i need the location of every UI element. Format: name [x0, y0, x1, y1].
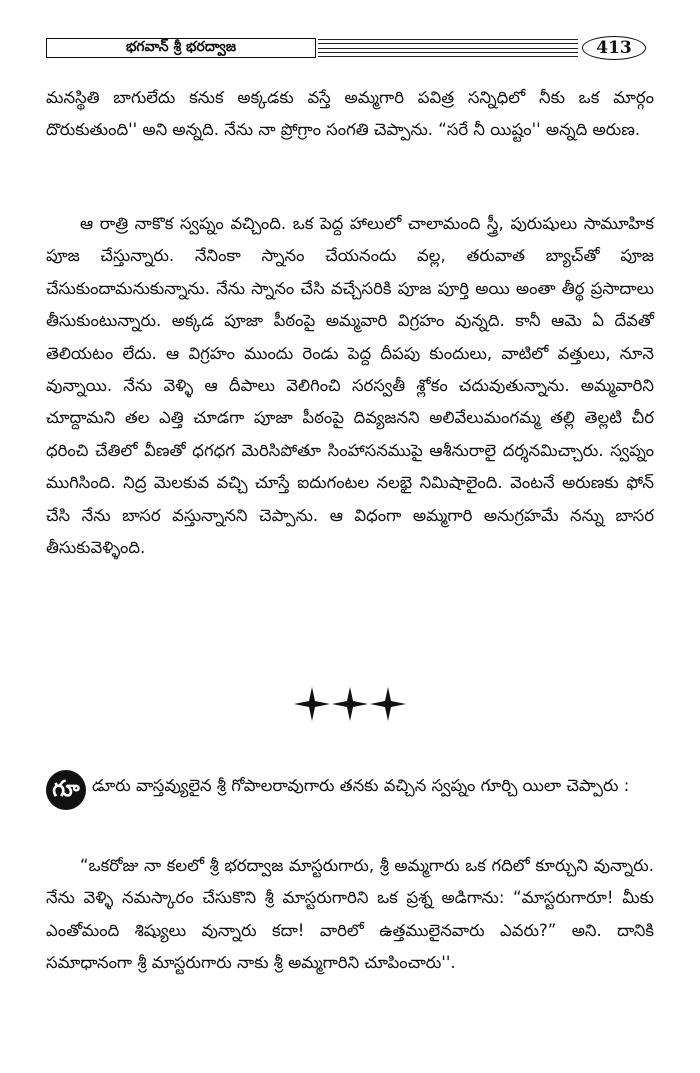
drop-cap: గూ [46, 770, 86, 810]
paragraph-1 [46, 82, 654, 147]
header-title: భగవాన్ శ్రీ భరద్వాజ [46, 38, 316, 58]
section-2-quote [46, 850, 654, 980]
header-rules [318, 39, 578, 57]
header-rule [318, 56, 578, 57]
four-point-star-ornament-icon [294, 687, 330, 721]
header-rule [318, 43, 578, 44]
paragraph-2-text: ఆ రాత్రి నాకొక స్వప్నం వచ్చింది. ఒక పెద్ద హాలులో చాలామంది స్త్రీ, పురుషులు సామూహిక పూజ చేస్తున్నారు. నేనింకా స్నానం చేయనందు వల్ల, తరువాత బ్యాచ్‌తో పూజ చేసుకుందామనుకున్నాను. నేను స్నానం చేసి వచ్చేసరికి పూజ పూర్తి అయి అంతా తీర్థ ప్రసాదాలు తీసుకుంటున్నారు. అక్కడ పూజా పీఠంపై అమ్మవారి విగ్రహం వున్నది. కానీ ఆమె ఏ దేవతో తెలియటం లేదు. ఆ విగ్రహం ముందు రెండు పెద్ద దీపపు కుందులు, వాటిలో వత్తులు, నూనె వున్నాయి. నేను వెళ్ళి ఆ దీపాలు వెలిగించి సరస్వతీ శ్లోకం చదువుతున్నాను. అమ్మవారిని చూద్దామని తల ఎత్తి చూడగా పూజా పీఠంపై దివ్యజనని అలివేలుమంగమ్మ తల్లి తెల్లటి చీర ధరించి చేతిలో వీణతో ధగధగ మెరిసిపోతూ సింహాసనముపై ఆశీనురాలై దర్శనమిచ్చారు. స్వప్నం ముగిసింది. నిద్ర మెలకువ వచ్చి చూస్తే ఐదుగంటల నలభై నిమిషాలైంది. వెంటనే అరుణకు ఫోన్ చేసి నేను బాసర వస్తున్నానని చెప్పాను. ఆ విధంగా అమ్మగారి అనుగ్రహమే నన్ను బాసర తీసుకువెళ్ళింది. [46, 214, 654, 558]
paragraph-1-text: మనస్థితి బాగులేదు కనుక అక్కడకు వస్తే అమ్మగారి పవిత్ర సన్నిధిలో నీకు ఒక మార్గం దొరుకుతుంది'' అని అన్నది. నేను నా ప్రోగ్రాం సంగతి చెప్పాను. “సరే నీ యిష్టం'' అన్నది అరుణ. [46, 88, 654, 140]
section-2-quote-text: “ఒకరోజు నా కలలో శ్రీ భరద్వాజ మాస్టరుగారు, శ్రీ అమ్మగారు ఒక గదిలో కూర్చుని వున్నారు. నేను వెళ్ళి నమస్కారం చేసుకొని శ్రీ మాస్టరుగారిని ఒక ప్రశ్న అడిగాను: “మాస్టరుగారూ! మీకు ఎంతోమంది శిష్యులు వున్నారు కదా! వారిలో ఉత్తములైనవారు ఎవరు?” అని. దానికి సమాధానంగా శ్రీ మాస్టరుగారు నాకు శ్రీ అమ్మగారిని చూపించారు''. [46, 856, 654, 973]
section-2-intro [46, 770, 654, 810]
header-rule [318, 52, 578, 53]
four-point-star-ornament-icon [370, 687, 406, 721]
section-2-intro-text: డూరు వాస్తవ్యులైన శ్రీ గోపాలరావుగారు తనకు వచ్చిన స్వప్నం గూర్చి యిలా చెప్పారు : [92, 776, 630, 795]
page-number: 413 [582, 36, 646, 60]
header-rule [318, 48, 578, 49]
four-point-star-ornament-icon [332, 687, 368, 721]
paragraph-2 [46, 208, 654, 564]
header-rule [318, 39, 578, 40]
running-header [46, 38, 646, 60]
section-divider-ornament [290, 687, 410, 721]
